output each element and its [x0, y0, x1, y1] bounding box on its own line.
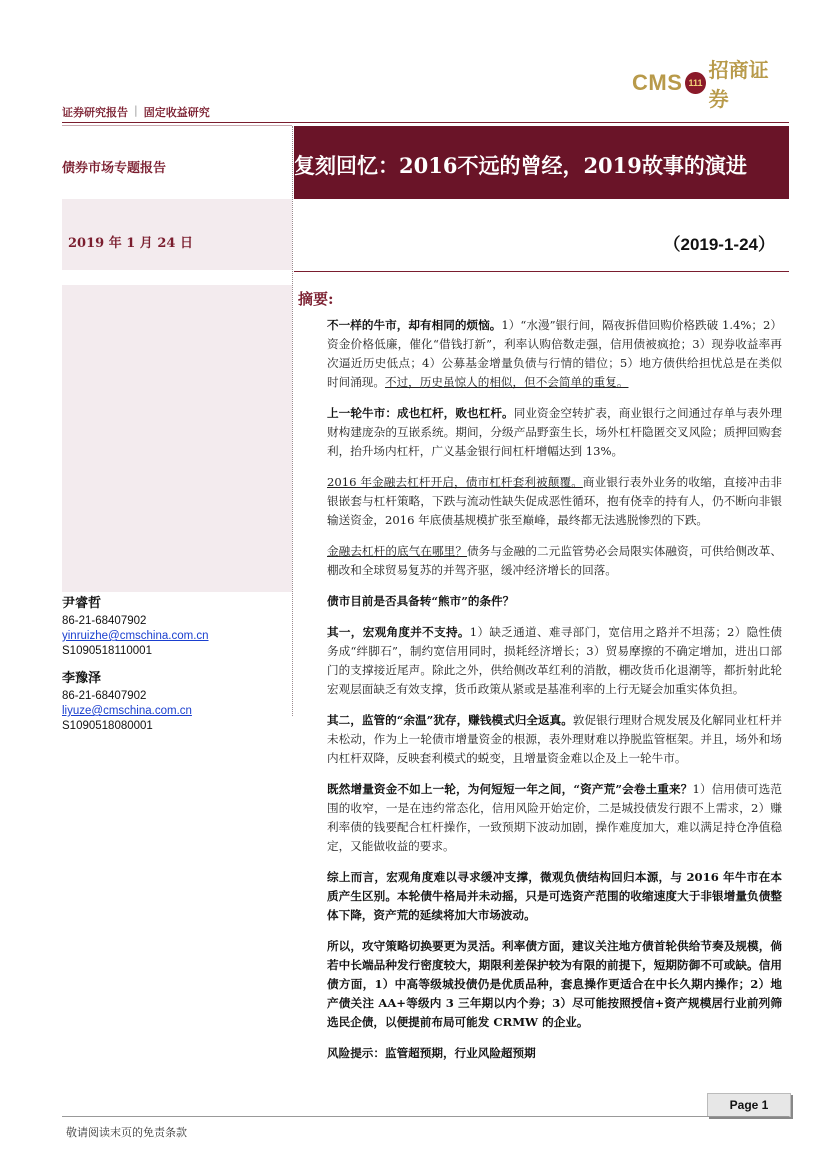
paragraph — [327, 592, 782, 611]
column-divider — [292, 126, 293, 716]
paragraph-underline: 2016 年金融去杠杆开启，债市杠杆套利被颠覆。 — [327, 475, 583, 489]
analyst-email-link[interactable]: liyuze@cmschina.com.cn — [62, 705, 192, 717]
paragraph — [327, 711, 782, 768]
paragraph — [327, 316, 782, 392]
paragraph — [327, 1044, 782, 1063]
report-type: 债券市场专题报告 — [62, 161, 167, 176]
cms-logo — [632, 58, 782, 111]
page-number: Page 1 — [707, 1093, 791, 1117]
paragraph-lead: 所以，攻守策略切换要更为灵活。利率债方面，建议关注地方债首轮供给节奏及规模，倘若中长端品种发行密度较大，期限利差保护较为有限的前提下，短期防御不可或缺。信用债方面，1）中高等级城投债仍是优质品种，套息操作更适合在中长久期内操作；2）地产债关注 AA+等级内 3 三年期以内个券；3）尽可能按照授信+资产规模居行业前列筛选民企债，以便提前布局可能发 CRMW 的企业。 — [327, 939, 782, 1029]
analyst-phone: 86-21-68407902 — [62, 615, 147, 627]
breadcrumb-separator: | — [134, 104, 138, 117]
cms-emblem-icon: 111 — [685, 72, 705, 94]
breadcrumb-item: 固定收益研究 — [143, 106, 210, 119]
analyst-phone: 86-21-68407902 — [62, 690, 147, 702]
footer-rule — [62, 1116, 789, 1117]
footer-disclaimer: 敬请阅读末页的免责条款 — [66, 1126, 187, 1139]
paragraph-text: 敦促银行理财合规发展及化解同业杠杆并未松动，作为上一轮债市增量资金的根源，表外理财难以挣脱监管框架。并且，场外和场内杠杆双降，反映套利模式的蜕变，且增量资金难以企及上一轮牛市。 — [327, 713, 782, 765]
paragraph-lead: 债市目前是否具备转“熊市”的条件？ — [327, 594, 515, 608]
logo-cms-text: CMS — [632, 70, 683, 95]
analyst-cert: S1090518080001 — [62, 720, 153, 732]
analyst-name: 李豫泽 — [62, 671, 102, 686]
paragraph — [327, 404, 782, 461]
paragraph-underline: 金融去杠杆的底气在哪里？ — [327, 544, 468, 558]
sidebar-band — [62, 285, 292, 592]
paragraph-text: 同业资金空转扩表，商业银行之间通过存单与表外理财构建庞杂的互嵌系统。期间，分级产品野蛮生长，场外杠杆隐匿交叉风险；质押回购套利，抬升场内杠杆，广义基金银行间杠杆增幅达到 13%。 — [327, 406, 782, 458]
paragraph — [327, 542, 782, 580]
paragraph-text: 债务与金融的二元监管势必会局限实体融资，可供给侧改革、棚改和全球贸易复苏的并驾齐驱，缓冲经济增长的回落。 — [327, 544, 782, 577]
analyst-card — [62, 671, 192, 734]
paragraph — [327, 780, 782, 856]
paragraph — [327, 623, 782, 699]
header-rule — [62, 122, 789, 123]
risk-warning: 风险提示：监管超预期，行业风险超预期 — [327, 1046, 536, 1060]
paragraph-text: 商业银行表外业务的收缩，直接冲击非银嵌套与杠杆策略，下跌与流动性缺失促成恶性循环，抱有侥幸的持有人，仍不断向非银输送资金，2016 年底债基规模扩张至巅峰，最终都无法逃脱惨烈的下跌。 — [327, 475, 782, 527]
paragraph — [327, 868, 782, 925]
paragraph — [327, 937, 782, 1032]
analyst-email-link[interactable]: yinruizhe@cmschina.com.cn — [62, 630, 209, 642]
analyst-cert: S1090518110001 — [62, 645, 152, 657]
report-date-cn: 2019 年 1 月 24 日 — [68, 236, 193, 251]
logo-cn-text: 招商证券 — [708, 58, 769, 111]
paragraph-lead: 综上而言，宏观角度难以寻求缓冲支撑，微观负债结构回归本源，与 2016 年牛市在本质产生区别。本轮债牛格局并未动摇，只是可选资产范围的收缩速度大于非银增量负债整体下降，资产荒的延续将加大市场波动。 — [327, 870, 782, 922]
paragraph-underline: 不过，历史虽惊人的相似，但不会简单的重复。 — [384, 375, 629, 389]
breadcrumb-item: 证券研究报告 — [62, 106, 128, 119]
paragraph — [327, 473, 782, 530]
paragraph-lead: 上一轮牛市：成也杠杆，败也杠杆。 — [327, 406, 514, 420]
paragraph-lead: 其一，宏观角度并不支持。 — [327, 625, 470, 639]
analyst-card — [62, 596, 209, 659]
paragraph-lead: 既然增量资金不如上一轮，为何短短一年之间，“资产荒”会卷土重来？ — [327, 782, 693, 796]
report-date-iso: （2019-1-24） — [663, 235, 775, 254]
date-rule — [294, 271, 789, 272]
abstract-heading: 摘要: — [298, 290, 334, 308]
page-title: 复刻回忆：2016不远的曾经，2019故事的演进 — [294, 153, 747, 178]
paragraph-text: 1）缺乏通道、难寻部门，宽信用之路并不坦荡；2）隐性债务成“绊脚石”，制约宽信用同时，损耗经济增长；3）贸易摩擦的不确定增加，进出口部门的支撑接近尾声。除此之外，供给侧改革红利的消散，棚改货币化退潮等，都折射此轮宏观层面缺乏有效支撑，货币政策从紧或是基准利率的上行无疑会加重实体负担。 — [327, 625, 782, 696]
abstract-body — [327, 316, 782, 1075]
analyst-name: 尹睿哲 — [62, 596, 102, 611]
paragraph-text: 1）“水漫”银行间，隔夜拆借回购价格跌破 1.4%；2）资金价格低廉，催化“借钱打新”，利率认购倍数走强，信用债被疯抢；3）现券收益率再次逼近历史低点；4）公募基金增量负债与行情的错位；5）地方债供给担忧总是在类似时间涌现。 — [327, 318, 782, 389]
paragraph-lead: 其二，监管的“余温”犹存，赚钱模式归全返真。 — [327, 713, 573, 727]
paragraph-lead: 不一样的牛市，却有相同的烦恼。 — [327, 318, 502, 332]
header-rule-secondary — [62, 125, 292, 126]
breadcrumb — [62, 104, 210, 120]
paragraph-text: 1）信用债可选范围的收窄，一是在违约常态化，信用风险开始定价，二是城投债发行跟不上需求，2）赚利率债的钱要配合杠杆操作，一致预期下波动加剧，操作难度加大，难以满足持仓净值稳定，又能做收益的要求。 — [327, 782, 782, 853]
